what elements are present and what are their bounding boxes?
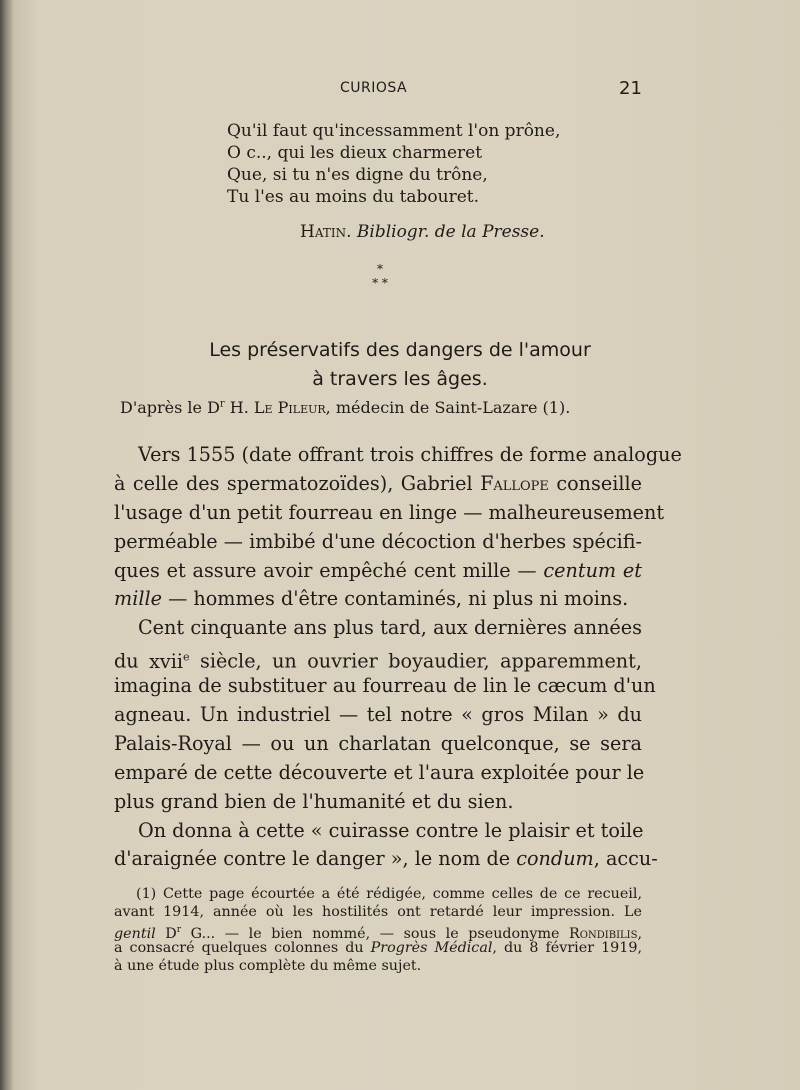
text-span: ques et assure avoir empêché cent mille — bbox=[114, 558, 537, 582]
latin-phrase: centum et bbox=[543, 558, 642, 582]
article-byline bbox=[120, 398, 570, 417]
text-span: a consacré quelques colonnes du bbox=[114, 940, 364, 956]
roman-numeral: xvii bbox=[149, 649, 184, 673]
text-line: imagina de substituer au fourreau de lin le cæcum d'un bbox=[114, 674, 656, 698]
footnote bbox=[114, 885, 642, 975]
text-line bbox=[114, 585, 642, 614]
text-sup: r bbox=[176, 925, 182, 935]
century-numeral bbox=[149, 650, 189, 673]
byline-post: médecin de Saint-Lazare (1). bbox=[335, 398, 571, 417]
person-name: Fallope bbox=[480, 471, 549, 495]
footnote-line bbox=[114, 939, 642, 957]
text-span: gentil bbox=[114, 925, 156, 942]
poem-line: Tu l'es au moins du tabouret. bbox=[227, 187, 480, 207]
attribution-author: Hatin. bbox=[300, 222, 352, 242]
journal-ref bbox=[371, 940, 642, 956]
text-line: Vers 1555 (date offrant trois chiffres de forme analogue bbox=[138, 443, 682, 466]
byline-sup: r bbox=[219, 398, 225, 410]
article-title-line-2: à travers les âges. bbox=[312, 368, 488, 390]
attribution-work: Bibliogr. de la Presse. bbox=[356, 222, 545, 242]
poem-line: O c.., qui les dieux charmeret bbox=[227, 143, 483, 163]
footnote-line bbox=[114, 921, 643, 942]
text-line: On donna à cette « cuirasse contre le plaisir et toile bbox=[138, 818, 644, 842]
latin-phrase: condum bbox=[516, 847, 594, 871]
article-body bbox=[114, 441, 682, 874]
text-span: d'araignée contre le danger », le nom de bbox=[114, 847, 511, 871]
byline-author: H. Le Pileur, bbox=[229, 398, 331, 417]
ordinal-sup: e bbox=[183, 650, 190, 664]
text-line: agneau. Un industriel — tel notre « gros Milan » du bbox=[114, 703, 642, 727]
text-line bbox=[114, 643, 642, 672]
text-span: du bbox=[114, 649, 139, 673]
footnote-line: avant 1914, année où les hostilités ont retardé leur impression. Le bbox=[114, 904, 642, 920]
text-line: l'usage d'un petit fourreau en linge — malheureusement bbox=[114, 500, 665, 524]
text-span: , accu- bbox=[593, 847, 658, 871]
text-line: emparé de cette découverte et l'aura exploitée pour le bbox=[114, 760, 645, 784]
poem-attribution bbox=[300, 222, 545, 242]
text-span: conseille bbox=[556, 471, 642, 495]
poem-line: Qu'il faut qu'incessamment l'on prône, bbox=[227, 121, 561, 141]
text-span: à celle des spermatozoïdes), Gabriel bbox=[114, 471, 473, 495]
text-line: perméable — imbibé d'une décoction d'herbes spécifi- bbox=[114, 529, 642, 553]
text-span: D bbox=[165, 925, 177, 942]
text-span: , du 8 février 1919, bbox=[492, 940, 643, 956]
poem-line: Que, si tu n'es digne du trône, bbox=[227, 165, 488, 185]
latin-phrase: mille bbox=[114, 587, 162, 611]
asterism-top: * bbox=[377, 262, 383, 276]
text-span: , bbox=[637, 925, 643, 942]
text-span: — hommes d'être contaminés, ni plus ni moins. bbox=[168, 587, 629, 611]
text-line: Palais-Royal — ou un charlatan quelconque, se sera bbox=[114, 731, 642, 755]
text-line bbox=[114, 845, 658, 874]
text-span: siècle, un ouvrier boyaudier, apparemment, bbox=[199, 649, 642, 673]
poem-epigraph bbox=[227, 120, 627, 208]
pseudonym-name: Rondibilis bbox=[569, 925, 638, 942]
article-title-line-1: Les préservatifs des dangers de l'amour bbox=[209, 339, 591, 361]
footnote-line: à une étude plus complète du même sujet. bbox=[114, 958, 422, 974]
asterism-bottom: * * bbox=[372, 276, 388, 290]
journal-name: Progrès Médical bbox=[370, 940, 493, 956]
text-line: plus grand bien de l'humanité et du sien. bbox=[114, 789, 514, 813]
text-span: G... — le bien nommé, — sous le pseudonyme bbox=[190, 925, 560, 942]
asterism-divider bbox=[360, 262, 400, 290]
page-header bbox=[0, 78, 800, 102]
text-line bbox=[114, 557, 642, 586]
footnote-line: (1) Cette page écourtée a été rédigée, comme celles de ce recueil, bbox=[136, 886, 642, 902]
page-number: 21 bbox=[619, 78, 642, 99]
text-line bbox=[114, 470, 642, 499]
byline-pre: D'après le D bbox=[120, 398, 220, 417]
condum-term bbox=[516, 847, 657, 870]
running-head: CURIOSA bbox=[340, 80, 408, 96]
text-line: Cent cinquante ans plus tard, aux dernières années bbox=[138, 616, 642, 640]
